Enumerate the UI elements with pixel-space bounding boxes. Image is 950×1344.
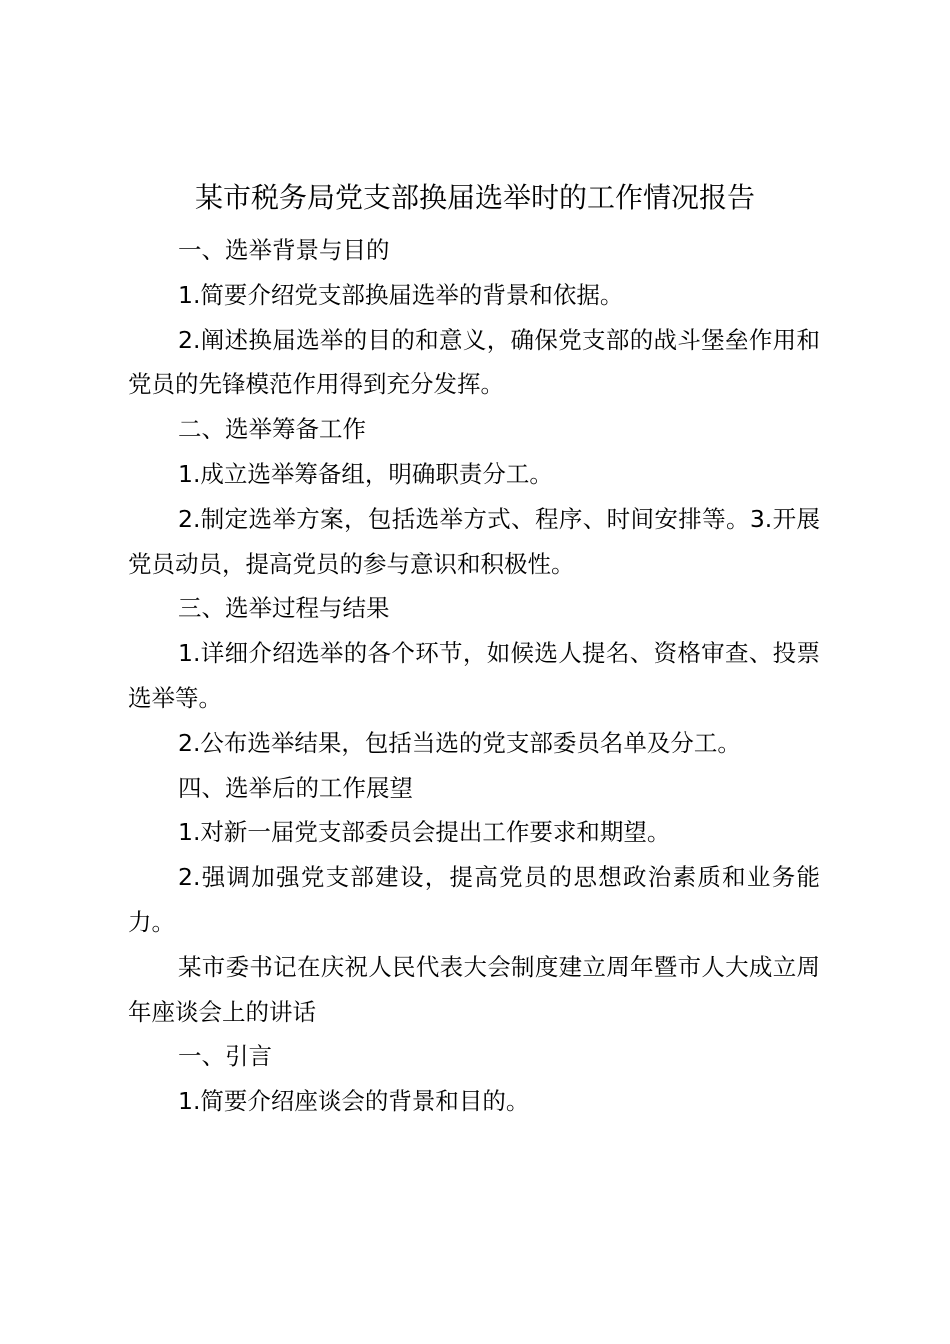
speech-title: 某市委书记在庆祝人民代表大会制度建立周年暨市人大成立周年座谈会上的讲话 [128,952,820,1026]
document-title: 某市税务局党支部换届选举时的工作情况报告 [194,181,755,214]
paragraph: 2.强调加强党支部建设，提高党员的思想政治素质和业务能力。 [128,863,820,936]
section-heading-outlook: 四、选举后的工作展望 [178,773,413,802]
paragraph: 1.成立选举筹备组，明确职责分工。 [178,459,553,488]
section-heading-process: 三、选举过程与结果 [178,594,390,623]
document-body [128,228,820,1124]
paragraph: 2.阐述换届选举的目的和意义，确保党支部的战斗堡垒作用和党员的先锋模范作用得到充分发挥。 [128,325,820,399]
paragraph: 2.公布选举结果，包括当选的党支部委员名单及分工。 [178,728,741,757]
section-heading-preparation: 二、选举筹备工作 [178,415,366,444]
section-heading-introduction: 一、引言 [178,1042,272,1071]
paragraph: 2.制定选举方案，包括选举方式、程序、时间安排等。3.开展党员动员，提高党员的参与意识和积极性。 [128,504,820,578]
paragraph: 1.详细介绍选举的各个环节，如候选人提名、资格审查、投票选举等。 [128,639,820,712]
section-heading-background: 一、选举背景与目的 [178,236,390,264]
paragraph: 1.对新一届党支部委员会提出工作要求和期望。 [178,818,671,847]
paragraph: 1.简要介绍座谈会的背景和目的。 [178,1087,530,1116]
paragraph: 1.简要介绍党支部换届选举的背景和依据。 [178,280,624,309]
